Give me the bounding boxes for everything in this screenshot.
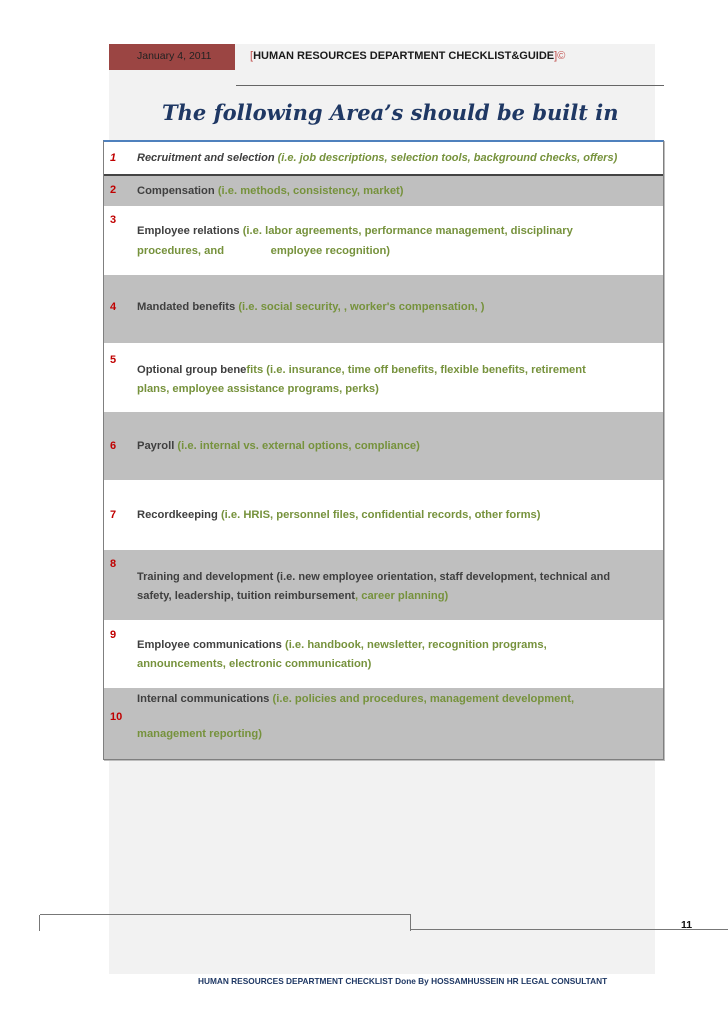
row-detail: (i.e. social security, , worker's compensation, ) xyxy=(238,301,485,313)
row-detail-line2: announcements, electronic communication) xyxy=(137,658,372,670)
row-number: 2 xyxy=(110,184,117,196)
row-detail-line2: procedures, and employee recognition) xyxy=(137,245,391,257)
checklist-row-5 xyxy=(104,343,663,412)
page-number: 11 xyxy=(681,919,693,931)
header-title xyxy=(250,50,565,62)
row-title: Optional group bene xyxy=(137,364,247,376)
checklist-row-1 xyxy=(104,142,663,174)
row-title: Internal communications xyxy=(137,693,273,705)
row-number: 4 xyxy=(110,301,117,313)
bracket-close: ] xyxy=(554,50,558,62)
row-title: Payroll xyxy=(137,440,178,452)
row-text xyxy=(137,635,663,655)
row-title: Recruitment and selection xyxy=(137,152,278,164)
row-text xyxy=(137,181,663,201)
row-detail: (i.e. policies and procedures, management development, xyxy=(272,693,575,705)
row-detail: (i.e. methods, consistency, market) xyxy=(217,185,404,197)
header-rule xyxy=(236,85,664,86)
header-title-text: HUMAN RESOURCES DEPARTMENT CHECKLIST&GUIDE xyxy=(253,50,555,62)
row-detail-line2: plans, employee assistance programs, perks) xyxy=(137,383,379,395)
row-detail: fits (i.e. insurance, time off benefits, flexible benefits, retirement xyxy=(246,364,586,376)
checklist-table xyxy=(103,140,664,760)
checklist-row-4 xyxy=(104,275,663,343)
row-detail: safety, leadership, tuition reimbursement xyxy=(137,590,356,602)
copyright-symbol: © xyxy=(557,50,566,62)
bracket-open: [ xyxy=(250,50,254,62)
checklist-row-3 xyxy=(104,206,663,275)
row-text-line2 xyxy=(137,586,663,606)
checklist-row-8 xyxy=(104,550,663,620)
row-text xyxy=(137,689,663,709)
row-detail: (i.e. HRIS, personnel files, confidential records, other forms) xyxy=(220,509,541,521)
footer-rule-left xyxy=(40,914,411,931)
row-text xyxy=(137,297,663,317)
row-detail: (i.e. internal vs. external options, compliance) xyxy=(177,440,420,452)
row-title: Employee communications xyxy=(137,639,285,651)
footer-text: HUMAN RESOURCES DEPARTMENT CHECKLIST Done By HOSSAMHUSSEIN HR LEGAL CONSULTANT xyxy=(198,976,608,986)
row-detail-green: , career planning) xyxy=(355,590,449,602)
row-title: Recordkeeping xyxy=(137,509,221,521)
checklist-row-9 xyxy=(104,620,663,688)
row-number: 9 xyxy=(110,629,117,641)
row-number: 8 xyxy=(110,558,117,570)
row-title: Employee relations xyxy=(137,225,243,237)
row-title: Compensation xyxy=(137,185,218,197)
checklist-row-2 xyxy=(104,176,663,206)
header-date: January 4, 2011 xyxy=(137,50,212,62)
row-text xyxy=(137,505,663,525)
row-detail-line2: management reporting) xyxy=(137,728,262,740)
row-detail: (i.e. labor agreements, performance management, disciplinary xyxy=(242,225,573,237)
row-number: 6 xyxy=(110,440,117,452)
checklist-row-10 xyxy=(104,688,663,759)
row-text xyxy=(137,148,663,168)
row-detail: (i.e. handbook, newsletter, recognition programs, xyxy=(284,639,547,651)
row-number: 3 xyxy=(110,214,117,226)
row-number: 1 xyxy=(110,152,117,164)
row-title: Mandated benefits xyxy=(137,301,239,313)
row-text: Training and development (i.e. new employee orientation, staff development, technical and xyxy=(137,571,611,583)
row-text xyxy=(137,436,663,456)
row-number: 10 xyxy=(110,711,123,723)
checklist-row-7 xyxy=(104,480,663,550)
row-text xyxy=(137,360,663,380)
row-detail: (i.e. job descriptions, selection tools, background checks, offers) xyxy=(277,152,618,164)
page-heading: The following Area’s should be built in xyxy=(162,100,619,125)
row-number: 7 xyxy=(110,509,117,521)
row-number: 5 xyxy=(110,354,117,366)
row-text xyxy=(137,221,663,241)
checklist-row-6 xyxy=(104,412,663,480)
